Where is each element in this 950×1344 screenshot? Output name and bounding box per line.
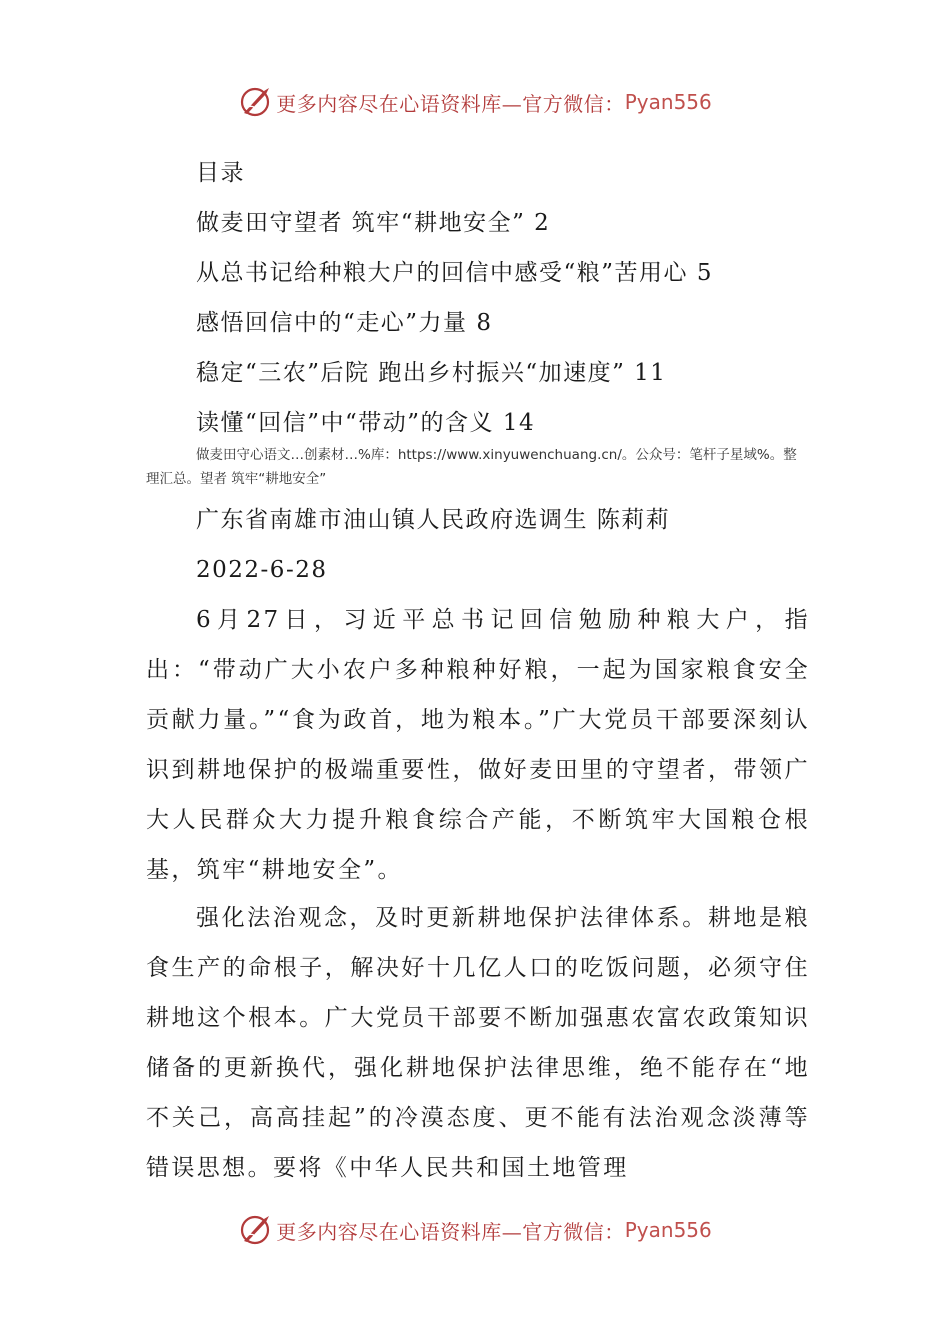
toc-item[interactable]: 做麦田守望者 筑牢“耕地安全” 2 xyxy=(196,210,551,236)
banner-wechat-id: Pyan556 xyxy=(624,1218,712,1242)
header-banner[interactable] xyxy=(0,82,950,122)
author-line: 广东省南雄市油山镇人民政府选调生 陈莉莉 xyxy=(196,507,671,533)
toc-title: 目录 xyxy=(196,160,245,186)
quill-pen-logo-icon xyxy=(238,85,272,119)
toc-item[interactable]: 稳定“三农”后院 跑出乡村振兴“加速度” 11 xyxy=(196,360,667,386)
table-of-contents xyxy=(196,148,836,448)
source-note: 做麦田守心语文…创素材…%库：https://www.xinyuwenchuang.cn/。公众号：笔杆子星域%。整理汇总。望者 筑牢“耕地安全” xyxy=(146,447,797,487)
banner-text: 更多内容尽在心语资料库—官方微信： xyxy=(276,91,625,116)
body-paragraph: 强化法治观念，及时更新耕地保护法律体系。耕地是粮食生产的命根子，解决好十几亿人口的吃饭问题，必须守住耕地这个根本。广大党员干部要不断加强惠农富农政策知识储备的更新换代，强化耕地保护法律思维，绝不能存在“地不关己，高高挂起”的冷漠态度、更不能有法治观念淡薄等错误思想。要将《中华人民共和国土地管理 xyxy=(146,905,810,1181)
banner-text: 更多内容尽在心语资料库—官方微信： xyxy=(276,1219,625,1244)
date-line: 2022-6-28 xyxy=(196,557,328,583)
body-paragraph: 6月27日，习近平总书记回信勉励种粮大户，指出：“带动广大小农户多种粮种好粮，一起为国家粮食安全贡献力量。”“食为政首，地为粮本。”广大党员干部要深刻认识到耕地保护的极端重要性，做好麦田里的守望者，带领广大人民群众大力提升粮食综合产能，不断筑牢大国粮仓根基，筑牢“耕地安全”。 xyxy=(146,607,810,883)
toc-item[interactable]: 感悟回信中的“走心”力量 8 xyxy=(196,310,493,336)
banner-wechat-id: Pyan556 xyxy=(624,90,712,114)
toc-item[interactable]: 从总书记给种粮大户的回信中感受“粮”苦用心 5 xyxy=(196,260,713,286)
toc-item[interactable]: 读懂“回信”中“带动”的含义 14 xyxy=(196,410,536,436)
quill-pen-logo-icon xyxy=(238,1213,272,1247)
footer-banner[interactable] xyxy=(0,1210,950,1250)
